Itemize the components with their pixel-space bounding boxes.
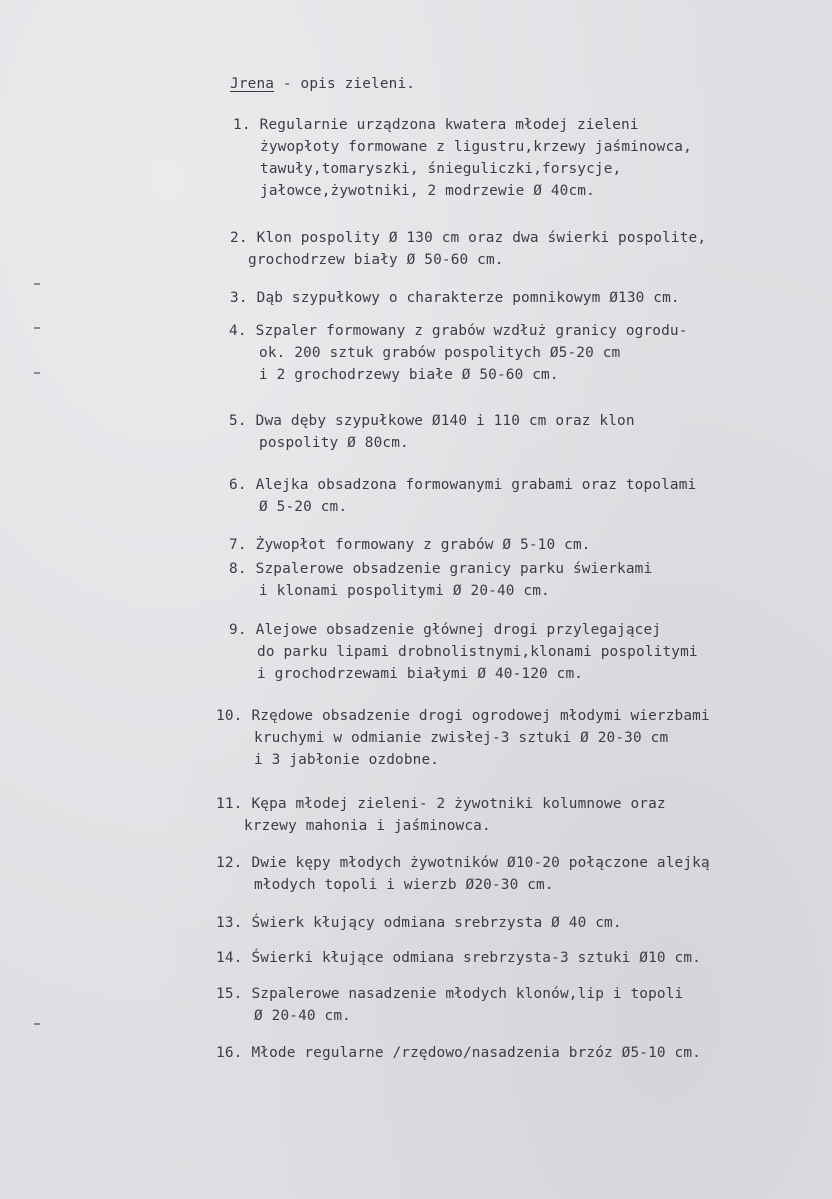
list-item-line bbox=[216, 749, 710, 771]
list-item-line bbox=[216, 852, 710, 874]
list-item bbox=[230, 227, 706, 271]
list-item-text: Ø 20-40 cm. bbox=[254, 1008, 351, 1024]
list-item-line bbox=[216, 874, 710, 896]
list-item-text: Szpalerowe nasadzenie młodych klonów,lip i topoli bbox=[251, 986, 684, 1002]
list-item-line bbox=[229, 342, 688, 364]
list-item-number: 11. bbox=[216, 796, 243, 812]
list-item bbox=[229, 619, 698, 685]
list-item-text: grochodrzew biały Ø 50-60 cm. bbox=[248, 252, 504, 268]
list-item bbox=[229, 474, 696, 518]
list-item-text: Kępa młodej zieleni- 2 żywotniki kolumnowe oraz bbox=[251, 796, 666, 812]
list-item-number: 14. bbox=[216, 950, 243, 966]
list-item-number: 2. bbox=[230, 230, 248, 246]
list-item-text: Młode regularne /rzędowo/nasadzenia brzóz Ø5-10 cm. bbox=[251, 1045, 701, 1061]
list-item bbox=[216, 793, 666, 837]
list-item-line bbox=[230, 227, 706, 249]
list-item-text: Świerki kłujące odmiana srebrzysta-3 sztuki Ø10 cm. bbox=[251, 950, 701, 966]
list-item-line bbox=[233, 114, 692, 136]
list-item bbox=[216, 983, 683, 1027]
list-item-text: i klonami pospolitymi Ø 20-40 cm. bbox=[259, 583, 550, 599]
list-item-line bbox=[216, 983, 683, 1005]
list-item bbox=[229, 558, 652, 602]
list-item-text: Dwie kępy młodych żywotników Ø10-20 połączone alejką bbox=[251, 855, 710, 871]
list-item-line bbox=[216, 727, 710, 749]
list-item-text: tawuły,tomaryszki, śnieguliczki,forsycje, bbox=[260, 161, 622, 177]
list-item-text: ok. 200 sztuk grabów pospolitych Ø5-20 cm bbox=[259, 345, 621, 361]
list-item-text: i 3 jabłonie ozdobne. bbox=[254, 752, 440, 768]
list-item-text: Dwa dęby szypułkowe Ø140 i 110 cm oraz klon bbox=[255, 413, 635, 429]
list-item-text: jałowce,żywotniki, 2 modrzewie Ø 40cm. bbox=[260, 183, 595, 199]
list-item-text: Dąb szypułkowy o charakterze pomnikowym Ø130 cm. bbox=[256, 290, 680, 306]
list-item bbox=[229, 534, 591, 556]
list-item-number: 6. bbox=[229, 477, 247, 493]
list-item-number: 15. bbox=[216, 986, 243, 1002]
list-item-text: Klon pospolity Ø 130 cm oraz dwa świerki pospolite, bbox=[256, 230, 707, 246]
list-item-text: Świerk kłujący odmiana srebrzysta Ø 40 cm. bbox=[251, 915, 622, 931]
list-item-number: 13. bbox=[216, 915, 243, 931]
list-item-text: kruchymi w odmianie zwisłej-3 sztuki Ø 20-30 cm bbox=[254, 730, 669, 746]
list-item-number: 7. bbox=[229, 537, 247, 553]
list-item-number: 9. bbox=[229, 622, 247, 638]
document-title bbox=[230, 76, 415, 92]
list-item bbox=[230, 287, 680, 309]
list-item-text: Rzędowe obsadzenie drogi ogrodowej młodymi wierzbami bbox=[251, 708, 710, 724]
list-item-line bbox=[230, 249, 706, 271]
list-item-text: i 2 grochodrzewy białe Ø 50-60 cm. bbox=[259, 367, 559, 383]
list-item-line bbox=[229, 641, 698, 663]
list-item-line bbox=[229, 619, 698, 641]
list-item-line bbox=[230, 287, 680, 309]
list-item-text: pospolity Ø 80cm. bbox=[259, 435, 409, 451]
list-item bbox=[229, 410, 635, 454]
margin-mark bbox=[34, 1023, 40, 1025]
list-item-line bbox=[216, 705, 710, 727]
list-item-text: krzewy mahonia i jaśminowca. bbox=[244, 818, 491, 834]
list-item-number: 1. bbox=[233, 117, 251, 133]
title-rest: - opis zieleni. bbox=[274, 76, 416, 92]
title-name: Jrena bbox=[230, 76, 275, 92]
list-item-line bbox=[229, 534, 591, 556]
list-item-text: Żywopłot formowany z grabów Ø 5-10 cm. bbox=[255, 537, 591, 553]
list-item-line bbox=[229, 364, 688, 386]
list-item-line bbox=[229, 474, 696, 496]
list-item bbox=[216, 705, 710, 771]
list-item-text: Ø 5-20 cm. bbox=[259, 499, 348, 515]
list-item-text: żywopłoty formowane z ligustru,krzewy jaśminowca, bbox=[260, 139, 692, 155]
list-item-text: Alejowe obsadzenie głównej drogi przylegającej bbox=[255, 622, 662, 638]
list-item-line bbox=[229, 663, 698, 685]
list-item-number: 5. bbox=[229, 413, 247, 429]
list-item-number: 3. bbox=[230, 290, 248, 306]
list-item-text: Regularnie urządzona kwatera młodej zieleni bbox=[259, 117, 639, 133]
list-item bbox=[216, 852, 710, 896]
list-item-text: młodych topoli i wierzb Ø20-30 cm. bbox=[254, 877, 554, 893]
list-item-line bbox=[229, 320, 688, 342]
list-item-text: Szpalerowe obsadzenie granicy parku świerkami bbox=[255, 561, 653, 577]
list-item-text: Szpaler formowany z grabów wzdłuż granicy ogrodu- bbox=[255, 323, 688, 339]
margin-mark bbox=[34, 327, 40, 329]
list-item-line bbox=[216, 1005, 683, 1027]
list-item bbox=[216, 912, 622, 934]
list-item-text: i grochodrzewami białymi Ø 40-120 cm. bbox=[257, 666, 584, 682]
list-item bbox=[229, 320, 688, 386]
list-item bbox=[216, 947, 701, 969]
list-item-text: Alejka obsadzona formowanymi grabami oraz topolami bbox=[255, 477, 697, 493]
list-item-line bbox=[216, 1042, 701, 1064]
list-item-line bbox=[216, 793, 666, 815]
list-item-line bbox=[216, 912, 622, 934]
list-item-number: 4. bbox=[229, 323, 247, 339]
list-item-line bbox=[233, 180, 692, 202]
list-item-number: 10. bbox=[216, 708, 243, 724]
margin-mark bbox=[34, 372, 40, 374]
list-item-line bbox=[233, 158, 692, 180]
list-item-line bbox=[229, 432, 635, 454]
list-item bbox=[233, 114, 692, 202]
list-item-line bbox=[216, 947, 701, 969]
list-item-line bbox=[229, 410, 635, 432]
list-item-line bbox=[216, 815, 666, 837]
list-item bbox=[216, 1042, 701, 1064]
list-item-number: 8. bbox=[229, 561, 247, 577]
list-item-text: do parku lipami drobnolistnymi,klonami pospolitymi bbox=[257, 644, 698, 660]
list-item-number: 16. bbox=[216, 1045, 243, 1061]
list-item-line bbox=[229, 496, 696, 518]
list-item-line bbox=[229, 558, 652, 580]
margin-mark bbox=[34, 283, 40, 285]
list-item-line bbox=[229, 580, 652, 602]
list-item-number: 12. bbox=[216, 855, 243, 871]
list-item-line bbox=[233, 136, 692, 158]
